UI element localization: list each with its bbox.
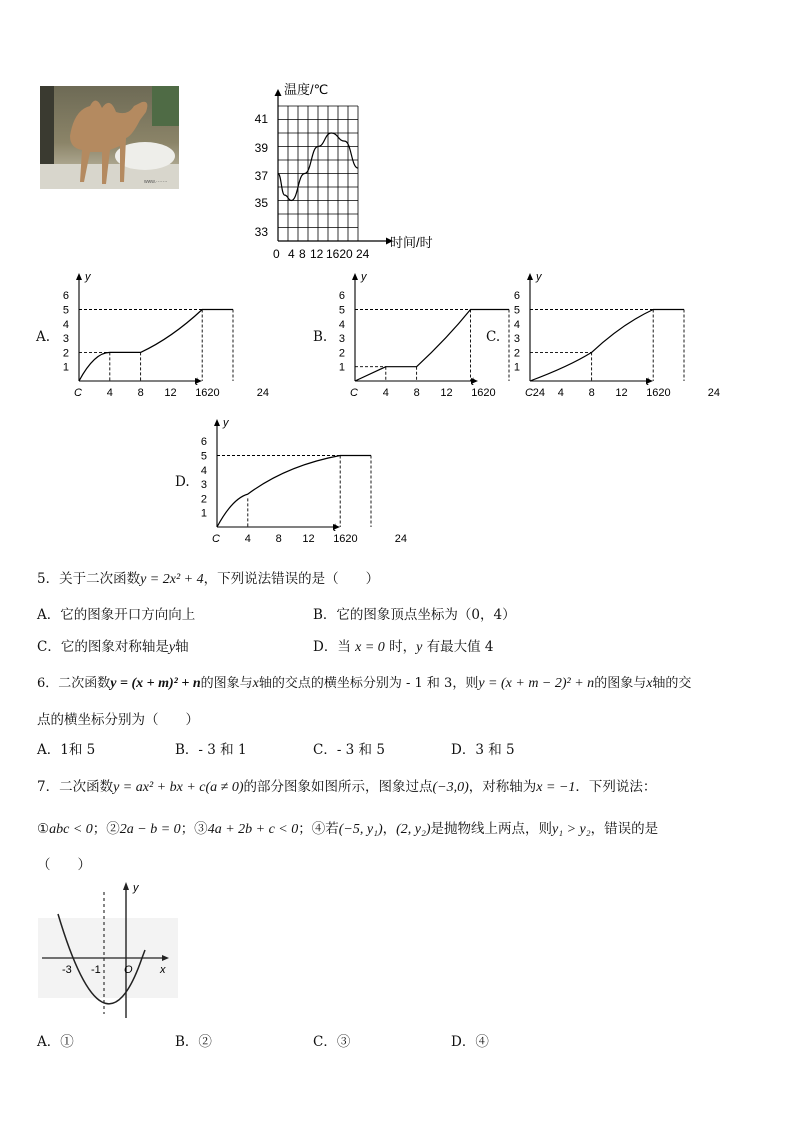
temp-y-tick-37: 37 xyxy=(254,169,268,183)
q7-formula: y = ax² + bx + c(a ≠ 0) xyxy=(113,780,244,795)
q5-option-b: B．它的图象顶点坐标为（0，4） xyxy=(313,607,516,623)
temperature-grid xyxy=(278,106,358,241)
q7-s4-p1: (−5, y₁) xyxy=(338,822,383,837)
q6-part-b: 的图象与 xyxy=(200,676,253,691)
graph-d-y-tick: 6 xyxy=(200,436,207,449)
camel-photo xyxy=(40,86,179,189)
graph-a-origin-label: C xyxy=(74,387,82,399)
graph-b-y-tick: 5 xyxy=(338,304,345,317)
graph-b-t-label: t xyxy=(471,376,475,388)
graph-b-y-tick: 1 xyxy=(338,361,345,374)
q5-option-c xyxy=(37,635,189,656)
graph-d-y-tick: 2 xyxy=(200,493,207,506)
graph-a-x-tick: 1620 xyxy=(195,387,220,399)
temp-x-tick-12: 12 xyxy=(310,247,324,261)
q6-stem xyxy=(37,672,691,692)
q7-option-c: C．③ xyxy=(313,1034,351,1050)
graph-c-y-tick: 4 xyxy=(513,318,520,331)
graph-b-origin-label: C xyxy=(350,387,358,399)
graph-c-y-tick: 6 xyxy=(513,290,520,303)
q7-statements xyxy=(37,817,658,838)
q5-formula: y = 2x² + 4 xyxy=(140,572,204,587)
q7-option-b: B．② xyxy=(175,1034,212,1050)
q5-option-d-tail: 有最大值 4 xyxy=(426,639,494,655)
q7-stem xyxy=(37,775,656,796)
q7-s1: abc < 0 xyxy=(49,822,93,837)
option-c-graph xyxy=(506,268,721,399)
graph-d-y-label: y xyxy=(223,417,229,429)
q6-formula-1: y = (x + m)² + n xyxy=(110,676,201,691)
graph-d-y-tick: 5 xyxy=(200,450,207,463)
q7-s4-ineq: y₁ > y₂ xyxy=(552,822,591,837)
q7-part-c: ，对称轴为 xyxy=(468,779,537,795)
graph-c-curve xyxy=(530,310,684,382)
graph-b-x-tick: 1620 xyxy=(471,387,496,399)
q5-option-d-formula: x = 0 xyxy=(355,640,385,655)
q7-y-label: y xyxy=(133,882,139,894)
temp-x-tick-0: 0 xyxy=(273,247,280,261)
option-b-label: B. xyxy=(313,329,328,345)
q5-option-c-var: y xyxy=(168,640,176,655)
q6-part-c: 轴的交点的横坐标分别为 - 1 和 3，则 xyxy=(258,676,479,691)
graph-a-y-tick: 3 xyxy=(62,333,69,346)
q7-s3: 4a + 2b + c < 0 xyxy=(207,822,299,837)
graph-b-y-arrow xyxy=(352,273,358,280)
q7-s4-b: 是抛物线上两点，则 xyxy=(430,821,553,837)
graph-b-x-tick: 4 xyxy=(382,387,389,399)
option-c-label: C. xyxy=(486,329,501,345)
graph-b-y-tick: 6 xyxy=(338,290,345,303)
graph-a-y-tick: 6 xyxy=(62,290,69,303)
q5-option-c-tail: 轴 xyxy=(175,639,189,655)
graph-a-y-tick: 5 xyxy=(62,304,69,317)
graph-d-y-arrow xyxy=(214,419,220,426)
q6-var-x-2: x xyxy=(646,676,653,691)
q7-option-a: A．① xyxy=(37,1034,74,1050)
q7-s4-label: ；④若 xyxy=(298,821,339,837)
q7-origin-label: O xyxy=(124,964,133,976)
graph-b-y-tick: 3 xyxy=(338,333,345,346)
graph-a-x-tick: 8 xyxy=(137,387,144,399)
q6-line-2: 点的横坐标分别为（ ） xyxy=(37,712,199,728)
graph-b-y-label: y xyxy=(361,271,367,283)
q5-stem-b: ，下列说法错误的是（ ） xyxy=(203,571,380,587)
q7-s1-label: ① xyxy=(37,821,50,837)
q7-s4-p2: (2, y₂) xyxy=(396,822,431,837)
graph-d-origin-label: C xyxy=(212,533,220,545)
temp-x-tick-8: 8 xyxy=(299,247,306,261)
graph-a-y-tick: 1 xyxy=(62,361,69,374)
graph-c-x-tick: 4 xyxy=(557,387,564,399)
graph-b-x-tick: 24 xyxy=(532,387,546,399)
graph-a-x-tick: 4 xyxy=(106,387,113,399)
q7-s2: 2a − b = 0 xyxy=(119,822,181,837)
q7-s3-label: ；③ xyxy=(180,821,208,837)
q5-option-d xyxy=(313,635,494,656)
graph-b-y-tick: 2 xyxy=(338,347,345,360)
graph-b-y-tick: 4 xyxy=(338,318,345,331)
graph-a-y-label: y xyxy=(85,271,91,283)
graph-a-y-arrow xyxy=(76,273,82,280)
temperature-chart xyxy=(240,78,440,264)
temp-y-tick-33: 33 xyxy=(254,225,268,239)
temp-x-tick-24: 24 xyxy=(356,247,370,261)
q7-x-label: x xyxy=(160,964,166,976)
option-d-label: D. xyxy=(175,474,190,490)
graph-c-origin-label: C xyxy=(525,387,533,399)
q6-formula-2: y = (x + m − 2)² + n xyxy=(478,676,595,691)
graph-d-x-tick: 24 xyxy=(394,533,408,545)
graph-c-y-tick: 2 xyxy=(513,347,520,360)
q6-part-a: 6．二次函数 xyxy=(37,676,111,691)
option-a-label: A. xyxy=(36,329,51,345)
temp-y-label: 温度/℃ xyxy=(284,82,329,97)
q5-stem xyxy=(37,567,379,588)
graph-c-x-tick: 1620 xyxy=(646,387,671,399)
q5-option-c-text: C．它的图象对称轴是 xyxy=(37,639,169,655)
q6-option-a: A．1和 5 xyxy=(37,742,96,758)
temp-x-tick-1620: 1620 xyxy=(326,247,353,261)
graph-c-y-arrow xyxy=(527,273,533,280)
q5-option-a: A．它的图象开口方向向上 xyxy=(37,607,196,623)
q7-bracket: （ ） xyxy=(37,857,91,873)
svg-text:www.·······: www.······· xyxy=(144,179,168,185)
graph-a-y-tick: 4 xyxy=(62,318,69,331)
q6-option-c: C．- 3 和 5 xyxy=(313,742,385,758)
graph-a-x-tick: 24 xyxy=(256,387,270,399)
graph-d-y-tick: 1 xyxy=(200,507,207,520)
graph-d-y-tick: 3 xyxy=(200,479,207,492)
option-b-graph xyxy=(331,268,546,399)
graph-a-x-tick: 12 xyxy=(164,387,177,399)
q7-part-d: ．下列说法： xyxy=(575,779,657,795)
q7-part-b: 的部分图象如图所示，图象过点 xyxy=(243,779,433,795)
graph-c-y-tick: 1 xyxy=(513,361,520,374)
q7-part-a: 7．二次函数 xyxy=(37,779,114,795)
graph-c-y-tick: 5 xyxy=(513,304,520,317)
q5-option-d-var: y xyxy=(416,640,423,655)
graph-d-x-tick: 8 xyxy=(275,533,282,545)
q7-tick-minus3: -3 xyxy=(62,964,72,976)
graph-d-x-tick: 4 xyxy=(244,533,251,545)
q7-s2-label: ；② xyxy=(92,821,120,837)
graph-c-t-label: t xyxy=(646,376,650,388)
graph-b-curve xyxy=(355,310,509,382)
q7-point: (−3,0) xyxy=(432,780,469,795)
graph-c-y-label: y xyxy=(536,271,542,283)
graph-b-x-tick: 8 xyxy=(413,387,420,399)
temp-x-tick-4: 4 xyxy=(288,247,295,261)
graph-c-y-tick: 3 xyxy=(513,333,520,346)
option-a-graph xyxy=(55,268,270,399)
graph-d-x-tick: 1620 xyxy=(333,533,358,545)
graph-c-x-tick: 8 xyxy=(588,387,595,399)
graph-d-x-tick: 12 xyxy=(302,533,315,545)
q5-option-d-text: D．当 xyxy=(313,639,351,655)
graph-d-y-tick: 4 xyxy=(200,464,207,477)
graph-a-t-label: t xyxy=(195,376,199,388)
temp-y-tick-39: 39 xyxy=(254,141,268,155)
q7-parabola-graph xyxy=(38,878,178,1023)
q6-var-x: x xyxy=(252,676,259,691)
temp-x-label: 时间/时 xyxy=(390,235,433,250)
q5-option-d-mid: 时， xyxy=(389,639,417,655)
q6-part-e: 轴的交 xyxy=(652,676,692,691)
graph-a-y-tick: 2 xyxy=(62,347,69,360)
q7-tick-minus1: -1 xyxy=(91,964,101,976)
graph-b-x-tick: 12 xyxy=(440,387,453,399)
graph-d-t-label: t xyxy=(333,522,337,534)
q6-option-d: D．3 和 5 xyxy=(451,742,515,758)
q7-axis: x = −1 xyxy=(536,780,576,795)
temp-y-tick-41: 41 xyxy=(254,112,268,126)
graph-c-x-tick: 12 xyxy=(615,387,628,399)
q7-s4-c: ，错误的是 xyxy=(590,821,659,837)
q7-option-d: D．④ xyxy=(451,1034,489,1050)
temp-y-arrow xyxy=(275,89,282,96)
option-d-graph xyxy=(193,414,408,545)
q7-s4-sep: ， xyxy=(382,821,397,837)
graph-a-curve xyxy=(79,310,233,382)
graph-c-x-tick: 24 xyxy=(707,387,721,399)
q5-stem-a: 5．关于二次函数 xyxy=(37,571,141,587)
graph-d-curve xyxy=(217,456,371,528)
q6-part-d: 的图象与 xyxy=(594,676,647,691)
temp-y-tick-35: 35 xyxy=(254,196,268,210)
q6-option-b: B．- 3 和 1 xyxy=(175,742,247,758)
